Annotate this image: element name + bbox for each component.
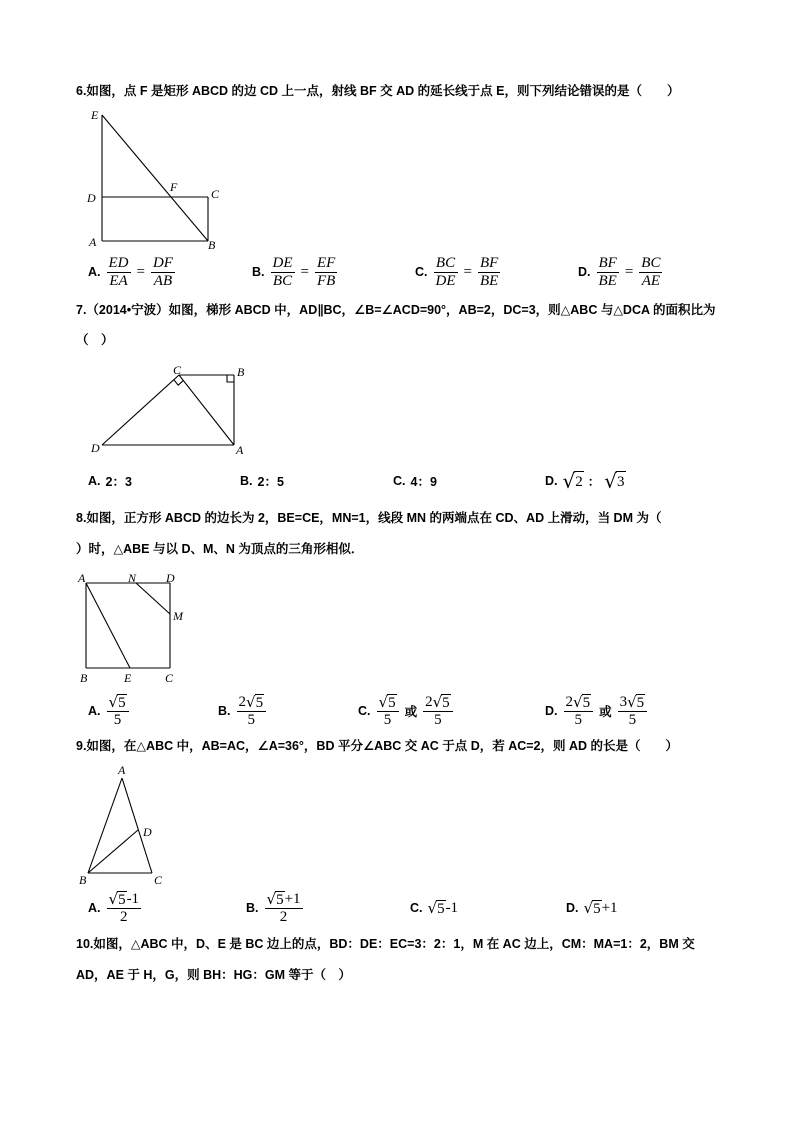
option-letter: C. [410, 901, 423, 915]
option-letter: B. [240, 474, 253, 488]
option-9c [410, 890, 458, 926]
radical-sign: √ [573, 693, 583, 711]
point-label-a: A [78, 571, 86, 585]
numerator: DF [152, 254, 173, 271]
coefficient: 3 [619, 694, 628, 710]
option-6d [578, 254, 663, 290]
expression-tail: -1 [445, 899, 459, 916]
or-conjunction: 或 [599, 705, 612, 719]
denominator: FB [316, 272, 336, 289]
square-root [246, 694, 264, 710]
numerator [107, 891, 142, 909]
fraction [639, 256, 662, 289]
square-root [109, 891, 127, 907]
fraction [423, 694, 453, 728]
point-label-n: N [128, 571, 137, 585]
option-letter: C. [393, 474, 406, 488]
option-7b [240, 463, 284, 499]
numerator: ED [108, 254, 129, 271]
fraction [618, 694, 648, 728]
or-conjunction: 或 [404, 705, 418, 719]
ray-be [102, 115, 208, 241]
option-letter: D. [578, 265, 591, 279]
option-letter: D. [566, 901, 579, 915]
denominator: BE [479, 272, 499, 289]
denominator: 2 [120, 909, 128, 925]
radical-sign: √ [562, 469, 576, 493]
radical-sign: √ [246, 693, 256, 711]
option-letter: C. [358, 704, 371, 718]
denominator: 5 [113, 712, 122, 728]
option-6b [252, 254, 338, 290]
numerator [107, 694, 129, 712]
point-label-d: D [91, 441, 100, 455]
point-label-d: D [143, 825, 152, 839]
fraction [271, 256, 295, 289]
point-label-a: A [236, 443, 244, 457]
option-letter: A. [88, 474, 101, 488]
ratio-separator: ： [587, 475, 601, 489]
denominator: EA [109, 272, 128, 289]
segment-dc [102, 375, 179, 445]
equals-sign: = [624, 263, 634, 280]
radical-sign: √ [432, 693, 443, 711]
denominator: 5 [574, 712, 583, 728]
coefficient: 2 [425, 694, 433, 710]
segment-nm [136, 583, 170, 614]
square-root [433, 694, 451, 710]
radicand: 5 [636, 695, 645, 711]
denominator: AE [641, 272, 661, 289]
option-9a [88, 890, 142, 926]
option-value: 4：9 [410, 475, 437, 489]
numerator: DE [272, 254, 293, 271]
expression-tail: +1 [601, 899, 618, 916]
point-label-c: C [154, 873, 163, 887]
radicand: 5 [582, 695, 591, 711]
square-root [573, 694, 591, 710]
option-value: 2：5 [257, 475, 284, 489]
radicand: 5 [118, 892, 126, 908]
square-root [379, 694, 397, 710]
fraction [151, 256, 175, 289]
point-label-d: D [166, 571, 175, 585]
coefficient: 2 [565, 694, 573, 710]
radicand: 5 [593, 901, 601, 917]
option-letter: B. [252, 265, 265, 279]
numerator [618, 694, 648, 712]
radical-sign: √ [627, 693, 637, 711]
fraction [107, 694, 129, 728]
question-10-text-line-1: 10.如图，△ABC 中，D、E 是 BC 边上的点，BD：DE：EC=3：2：1，M 在 AC 边上，CM：MA=1：2，BM 交 [76, 937, 695, 951]
point-label-b: B [79, 873, 87, 887]
equals-sign: = [300, 263, 309, 280]
question-9-text: 9.如图，在△ABC 中，AB=AC，∠A=36°，BD 平分∠ABC 交 AC 于点 D，若 AC=2，则 AD 的长是（ ） [76, 739, 679, 753]
option-7a [88, 463, 132, 499]
question-6-figure [76, 104, 226, 254]
option-letter: A. [88, 704, 101, 718]
denominator: DE [435, 272, 456, 289]
point-label-m: M [173, 609, 183, 623]
radical-sign: √ [378, 693, 389, 711]
denominator: BC [272, 272, 293, 289]
question-7-text-line-2: （ ） [76, 333, 114, 347]
point-label-b: B [237, 365, 245, 379]
point-label-d: D [87, 191, 96, 205]
option-letter: B. [218, 704, 231, 718]
numerator [377, 694, 399, 712]
radicand: 5 [388, 695, 396, 711]
denominator: BE [598, 272, 617, 289]
option-value: 2：3 [105, 475, 132, 489]
segment-ca [179, 375, 234, 445]
denominator: 2 [279, 909, 288, 925]
numerator: BC [434, 256, 458, 273]
point-label-e: E [124, 671, 132, 685]
option-8c [358, 693, 454, 729]
question-9-figure [74, 760, 174, 888]
fraction [107, 256, 131, 289]
point-label-b: B [208, 238, 216, 252]
fraction [265, 891, 303, 925]
numerator [237, 694, 267, 712]
numerator: EF [316, 254, 336, 271]
equals-sign: = [463, 263, 472, 280]
square-root [627, 694, 645, 710]
square-root [584, 900, 602, 916]
square-root [267, 891, 285, 907]
fraction [237, 694, 267, 728]
numerator [265, 891, 303, 909]
denominator: 5 [383, 712, 392, 728]
radical-sign: √ [583, 899, 594, 917]
question-6-text: 6.如图，点 F 是矩形 ABCD 的边 CD 上一点，射线 BF 交 AD 的延长线于点 E，则下列结论错误的是（ ） [76, 84, 680, 98]
point-label-e: E [91, 108, 99, 122]
radicand: 2 [574, 471, 584, 491]
option-letter: B. [246, 901, 259, 915]
right-angle-mark-b [227, 375, 234, 382]
coefficient: 2 [238, 694, 246, 710]
point-label-b: B [80, 671, 88, 685]
option-letter: A. [88, 901, 101, 915]
point-label-c: C [173, 363, 182, 377]
denominator: AB [153, 272, 173, 289]
radical-sign: √ [427, 899, 438, 917]
option-letter: D. [545, 704, 558, 718]
fraction [434, 256, 458, 289]
fraction [597, 256, 619, 289]
point-label-a: A [89, 235, 97, 249]
option-7c [393, 463, 437, 499]
option-letter: D. [545, 474, 558, 488]
fraction [564, 694, 594, 728]
option-letter: A. [88, 265, 101, 279]
fraction [107, 891, 142, 925]
equals-sign: = [136, 263, 145, 280]
question-8-figure [74, 568, 194, 688]
radicand: 5 [276, 892, 284, 908]
option-8b [218, 693, 267, 729]
radical-sign: √ [108, 693, 119, 711]
numerator [423, 694, 453, 712]
numerator: BF [479, 254, 499, 271]
option-9b [246, 890, 304, 926]
radical-sign: √ [604, 469, 618, 493]
right-angle-mark-c [174, 380, 184, 386]
fraction [315, 256, 337, 289]
point-label-c: C [211, 187, 220, 201]
numerator [564, 694, 594, 712]
denominator: 5 [247, 712, 256, 728]
square-root [428, 900, 446, 916]
point-label-a: A [118, 763, 126, 777]
fraction [377, 694, 399, 728]
numerator-tail: +1 [284, 891, 301, 907]
denominator: 5 [628, 712, 637, 728]
denominator: 5 [434, 712, 442, 728]
radical-sign: √ [108, 890, 119, 908]
radicand: 5 [442, 695, 450, 711]
option-7d [545, 463, 626, 499]
option-6a [88, 254, 176, 290]
question-8-text-line-1: 8.如图，正方形 ABCD 的边长为 2，BE=CE，MN=1，线段 MN 的两端点在 CD、AD 上滑动，当 DM 为（ [76, 511, 662, 525]
question-10-text-line-2: AD，AE 于 H，G，则 BH：HG：GM 等于（ ） [76, 968, 352, 982]
radical-sign: √ [266, 890, 277, 908]
question-7-text-line-1: 7.（2014•宁波）如图，梯形 ABCD 中，AD∥BC，∠B=∠ACD=90°，AB=2，DC=3，则△ABC 与△DCA 的面积比为 [76, 303, 716, 317]
square-root [604, 470, 625, 492]
radicand: 3 [616, 471, 626, 491]
square-root [563, 470, 584, 492]
radicand: 5 [118, 695, 126, 711]
option-8a [88, 693, 130, 729]
numerator: BF [598, 254, 617, 271]
question-8-text-line-2: ）时，△ABE 与以 D、M、N 为顶点的三角形相似． [76, 542, 364, 556]
numerator: BC [641, 254, 661, 271]
numerator-tail: -1 [126, 891, 140, 907]
radicand: 5 [437, 901, 445, 917]
option-9d [566, 890, 618, 926]
question-7-figure [86, 362, 251, 460]
point-label-c: C [165, 671, 174, 685]
point-label-f: F [170, 180, 178, 194]
square-root [109, 694, 127, 710]
option-8d [545, 693, 648, 729]
option-letter: C. [415, 265, 428, 279]
radicand: 5 [255, 695, 264, 711]
fraction [478, 256, 500, 289]
segment-ae [86, 583, 130, 668]
option-6c [415, 254, 501, 290]
